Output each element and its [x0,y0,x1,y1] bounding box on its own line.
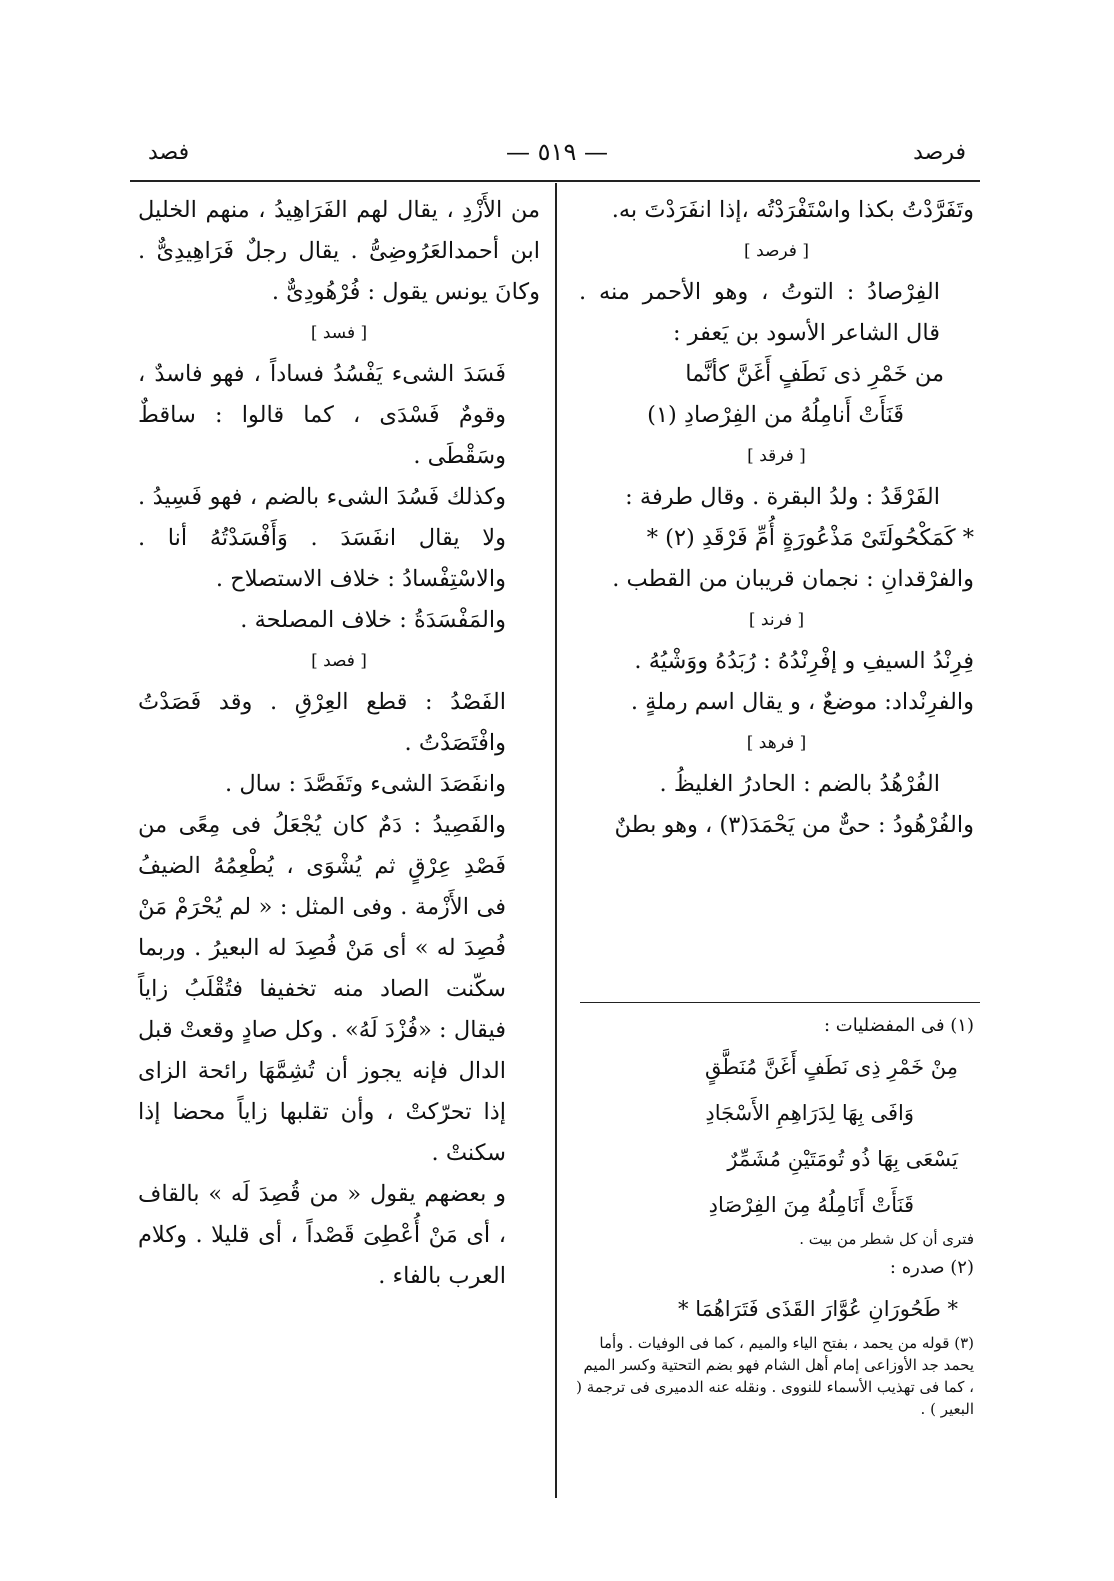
footnote-2: (٢) صدره : [889,1257,974,1278]
footnote-note: فترى أن كل شطر من بيت . [799,1230,974,1248]
footnote-1: (١) فى المفضليات : [824,1015,974,1036]
verse-line: من خَمْرِ ذى نَطَفٍ أَغَنَّ كأنَّما [685,361,944,387]
entry-heading: [ فرهد ] [746,733,807,753]
entry-heading: [ فرقد ] [747,446,806,466]
entry-text: و بعضهم يقول « من قُصِدَ لَه » بالقاف ، أى مَنْ أُعْطِىَ قَصْداً ، أى قليلا . وكلام العرب بالفاء . [138,1181,506,1289]
entry-heading: [ فصد ] [311,651,367,671]
footnote-verse: يَسْعَى بِهَا ذُو تُومَتَيْنِ مُشَمِّرٌ [727,1147,958,1171]
entry-text: والمَفْسَدَةُ : خلاف المصلحة . [240,607,506,633]
entry-heading: [ فرند ] [748,610,805,630]
verse-line: * كَمَكْحُولَتَىْ مَذْعُورَةٍ أُمِّ فَرْقَدِ (٢) * [646,525,974,551]
entry-text: والفرْقدانِ : نجمان قريبان من القطب . [612,566,974,592]
footnotes [574,1008,974,1420]
entry-text: والفُرْهُودُ : حىٌّ من يَحْمَدَ(٣) ، وهو بطنٌ [614,812,974,838]
entry-heading: [ فسد ] [310,323,368,343]
entry-text: الفُرْهُدُ بالضم : الحادرُ الغليظُ . [659,771,940,797]
verse-line: قَنَأَتْ أَنامِلُهُ من الفِرْصادِ (١) [647,402,904,428]
header-rule [130,180,980,182]
entry-text: وكذلك فَسُدَ الشىء بالضم ، فهو فَسِيدُ . ولا يقال انفَسَدَ . وَأَفْسَدْتُهُ أنا . والاسْتِفْسادُ : خلاف الاستصلاح . [138,484,506,592]
footnote-verse: مِنْ خَمْرِ ذِى نَطَفٍ أَغَنَّ مُنَطَّقٍ [704,1055,958,1079]
entry-text: فَسَدَ الشىء يَفْسُدُ فساداً ، فهو فاسدٌ ، وقومٌ فَسْدَى ، كما قالوا : ساقطٌ وسَقْطَى . [138,361,506,469]
footnote-verse: وَافَى بِهَا لِدَرَاهِمِ الأَسْجَادِ [705,1101,914,1125]
footnote-verse: * طَحُورَانِ عُوَّارَ القَذَى فَتَرَاهُمَا * [678,1297,958,1321]
entry-text: الفَرْقَدُ : ولدُ البقرة . وقال طرفة : [625,484,940,510]
entry-text: فِرِنْدُ السيفِ و إفْرِنْدُهُ : رُبَدُهُ ووَشْيُهُ . [634,648,974,674]
entry-text: والفرِنْداد: موضعٌ ، و يقال اسم رملةٍ . [630,689,974,715]
entry-text: والفَصِيدُ : دَمٌ كان يُجْعَلُ فى مِعًى من فَصْدِ عِرْقٍ ثم يُشْوَى ، يُطْعِمُهُ الضيفُ فى الأَزْمة . وفى المثل : « لم يُحْرَمْ مَنْ فُصِدَ له » أى مَنْ فُصِدَ له البعيرُ . وربما سكّنت الصاد منه تخفيفا فتُقْلَبُ زاياً فيقال : «فُزْدَ لَهُ» . وكل صادٍ وقعتْ قبل الدال فإنه يجوز أن تُشِمَّهَا رائحة الزاى إذا تحرّكتْ ، وأن تقلبها زاياً محضا إذا سكنتْ . [138,812,506,1166]
footnote-verse: قَنَأَتْ أَنَامِلُهُ مِنَ الفِرْصَادِ [708,1193,914,1217]
entry-text: الفِرْصادُ : التوتُ ، وهو الأحمر منه . قال الشاعر الأسود بن يَعفر : [579,279,940,346]
footnote-rule [580,1002,980,1003]
entry-text: من الأَزْدِ ، يقال لهم الفَرَاهِيدُ ، منهم الخليل ابن أحمدالعَرُوضِىُّ . يقال رجلٌ فَرَاهِيدِىٌّ . وكانَ يونس يقول : فُرْهُودِىٌّ . [138,197,540,305]
column-divider [555,183,557,1498]
header-left-word: فصد [148,140,190,165]
entry-text: وتَفَرَّدْتُ بكذا واسْتَفْرَدْتُه ،إذا انفَرَدْتَ به. [611,197,974,223]
footnote-3: (٣) قوله من يحمد ، بفتح الياء والميم ، كما فى الوفيات . وأما يحمد جد الأوزاعى إمام أهل الشام فهو بضم التحتية وكسر الميم ، كما فى تهذيب الأسماء للنووى . ونقله عنه الدميرى فى ترجمة ( البعير ) . [576,1334,974,1418]
entry-text: الفَصْدُ : قطع العِرْقِ . وقد فَصَدْتُ وافْتَصَدْتُ . [138,689,506,756]
entry-heading: [ فرصد ] [744,241,809,261]
right-column [579,190,974,846]
page-number: — ٥١٩ — [506,138,608,166]
left-column [138,190,540,1297]
entry-text: وانفَصَدَ الشىء وتَفَصَّدَ : سال . [225,771,506,797]
header-right-word: فرصد [913,140,966,165]
